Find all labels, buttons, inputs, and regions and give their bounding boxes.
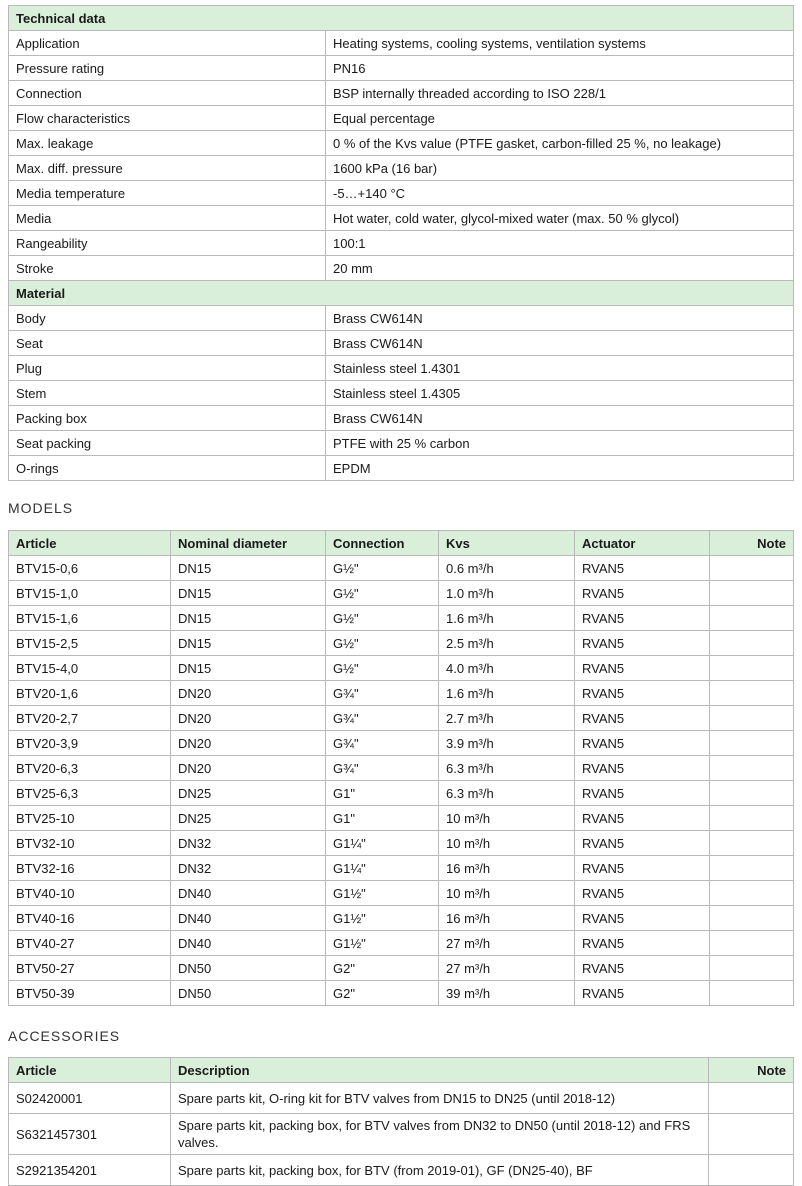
- models-cell: RVAN5: [575, 956, 710, 981]
- technical-property: Connection: [9, 81, 326, 106]
- models-cell: G½": [326, 581, 439, 606]
- models-cell: 1.6 m³/h: [439, 606, 575, 631]
- material-row: [9, 381, 794, 406]
- models-table: [8, 530, 794, 1006]
- accessories-cell: [709, 1114, 794, 1155]
- models-header-cell: Article: [9, 531, 171, 556]
- models-header-cell: Note: [710, 531, 794, 556]
- models-cell: DN15: [171, 606, 326, 631]
- models-cell: RVAN5: [575, 981, 710, 1006]
- models-cell: BTV15-1,6: [9, 606, 171, 631]
- technical-row: [9, 181, 794, 206]
- material-value: PTFE with 25 % carbon: [326, 431, 794, 456]
- models-cell: DN15: [171, 581, 326, 606]
- models-cell: [710, 906, 794, 931]
- material-value: Stainless steel 1.4305: [326, 381, 794, 406]
- models-cell: [710, 631, 794, 656]
- material-row: [9, 306, 794, 331]
- technical-property: Application: [9, 31, 326, 56]
- models-cell: G¾": [326, 731, 439, 756]
- accessories-cell: Spare parts kit, packing box, for BTV valves from DN32 to DN50 (until 2018-12) and FRS valves.: [171, 1114, 709, 1155]
- models-cell: RVAN5: [575, 781, 710, 806]
- models-cell: BTV32-16: [9, 856, 171, 881]
- technical-value: Equal percentage: [326, 106, 794, 131]
- models-cell: BTV50-39: [9, 981, 171, 1006]
- models-cell: G½": [326, 656, 439, 681]
- technical-property: Stroke: [9, 256, 326, 281]
- models-cell: [710, 731, 794, 756]
- models-cell: G¾": [326, 706, 439, 731]
- material-row: [9, 431, 794, 456]
- accessories-cell: S02420001: [9, 1083, 171, 1114]
- models-cell: DN20: [171, 731, 326, 756]
- models-cell: DN20: [171, 706, 326, 731]
- material-property: Seat: [9, 331, 326, 356]
- models-cell: [710, 556, 794, 581]
- models-cell: BTV15-0,6: [9, 556, 171, 581]
- models-cell: 2.7 m³/h: [439, 706, 575, 731]
- technical-value: 20 mm: [326, 256, 794, 281]
- models-header-cell: Kvs: [439, 531, 575, 556]
- technical-row: [9, 256, 794, 281]
- models-cell: DN15: [171, 631, 326, 656]
- accessories-table: [8, 1057, 794, 1186]
- accessories-cell: Spare parts kit, O-ring kit for BTV valves from DN15 to DN25 (until 2018-12): [171, 1083, 709, 1114]
- models-cell: BTV20-1,6: [9, 681, 171, 706]
- models-cell: DN32: [171, 856, 326, 881]
- accessories-cell: S6321457301: [9, 1114, 171, 1155]
- material-value: Brass CW614N: [326, 406, 794, 431]
- table-row: [9, 906, 794, 931]
- material-value: Brass CW614N: [326, 306, 794, 331]
- models-cell: [710, 881, 794, 906]
- models-cell: BTV20-2,7: [9, 706, 171, 731]
- technical-property: Rangeability: [9, 231, 326, 256]
- models-cell: [710, 756, 794, 781]
- material-row: [9, 331, 794, 356]
- technical-row: [9, 156, 794, 181]
- table-row: [9, 806, 794, 831]
- material-property: Body: [9, 306, 326, 331]
- table-row: [9, 856, 794, 881]
- models-cell: BTV15-1,0: [9, 581, 171, 606]
- models-cell: 39 m³/h: [439, 981, 575, 1006]
- models-cell: RVAN5: [575, 931, 710, 956]
- models-cell: [710, 656, 794, 681]
- table-row: [9, 731, 794, 756]
- accessories-header-cell: Article: [9, 1058, 171, 1083]
- material-property: Seat packing: [9, 431, 326, 456]
- models-cell: RVAN5: [575, 706, 710, 731]
- material-value: EPDM: [326, 456, 794, 481]
- technical-data-header-label: Technical data: [9, 6, 794, 31]
- models-cell: BTV32-10: [9, 831, 171, 856]
- models-cell: DN32: [171, 831, 326, 856]
- models-cell: RVAN5: [575, 681, 710, 706]
- models-cell: [710, 606, 794, 631]
- accessories-header-cell: Note: [709, 1058, 794, 1083]
- technical-row: [9, 106, 794, 131]
- models-cell: 27 m³/h: [439, 931, 575, 956]
- accessories-title: ACCESSORIES: [8, 1028, 121, 1044]
- technical-property: Media: [9, 206, 326, 231]
- models-cell: DN25: [171, 806, 326, 831]
- accessories-cell: S2921354201: [9, 1155, 171, 1186]
- models-cell: DN50: [171, 981, 326, 1006]
- table-row: [9, 631, 794, 656]
- models-cell: G1½": [326, 881, 439, 906]
- models-cell: 1.6 m³/h: [439, 681, 575, 706]
- technical-value: 100:1: [326, 231, 794, 256]
- table-row: [9, 881, 794, 906]
- models-cell: [710, 581, 794, 606]
- models-cell: [710, 931, 794, 956]
- models-cell: DN15: [171, 556, 326, 581]
- table-row: [9, 781, 794, 806]
- technical-row: [9, 206, 794, 231]
- table-row: [9, 656, 794, 681]
- models-cell: BTV15-4,0: [9, 656, 171, 681]
- models-cell: RVAN5: [575, 756, 710, 781]
- models-cell: DN20: [171, 681, 326, 706]
- models-cell: [710, 956, 794, 981]
- material-row: [9, 356, 794, 381]
- accessories-header-cell: Description: [171, 1058, 709, 1083]
- models-cell: RVAN5: [575, 581, 710, 606]
- models-cell: 0.6 m³/h: [439, 556, 575, 581]
- models-cell: BTV20-6,3: [9, 756, 171, 781]
- models-cell: G¾": [326, 681, 439, 706]
- models-header-cell: Connection: [326, 531, 439, 556]
- models-cell: RVAN5: [575, 656, 710, 681]
- material-property: O-rings: [9, 456, 326, 481]
- accessories-cell: [709, 1155, 794, 1186]
- models-cell: DN40: [171, 931, 326, 956]
- models-cell: 6.3 m³/h: [439, 756, 575, 781]
- material-property: Packing box: [9, 406, 326, 431]
- table-row: [9, 756, 794, 781]
- models-cell: G½": [326, 631, 439, 656]
- technical-row: [9, 31, 794, 56]
- models-cell: RVAN5: [575, 631, 710, 656]
- table-row: [9, 956, 794, 981]
- models-header-cell: Nominal diameter: [171, 531, 326, 556]
- models-cell: DN20: [171, 756, 326, 781]
- technical-data-table: [8, 5, 794, 481]
- table-row: [9, 606, 794, 631]
- table-row: [9, 931, 794, 956]
- models-cell: BTV40-27: [9, 931, 171, 956]
- technical-row: [9, 231, 794, 256]
- models-cell: [710, 831, 794, 856]
- models-cell: BTV50-27: [9, 956, 171, 981]
- models-cell: G1½": [326, 906, 439, 931]
- technical-property: Max. leakage: [9, 131, 326, 156]
- models-cell: 6.3 m³/h: [439, 781, 575, 806]
- models-cell: RVAN5: [575, 556, 710, 581]
- models-cell: 10 m³/h: [439, 806, 575, 831]
- models-cell: RVAN5: [575, 906, 710, 931]
- models-cell: G¾": [326, 756, 439, 781]
- models-cell: [710, 806, 794, 831]
- models-cell: 10 m³/h: [439, 831, 575, 856]
- models-cell: 10 m³/h: [439, 881, 575, 906]
- technical-row: [9, 81, 794, 106]
- models-cell: 16 m³/h: [439, 856, 575, 881]
- models-cell: 1.0 m³/h: [439, 581, 575, 606]
- models-cell: G1": [326, 781, 439, 806]
- technical-value: Hot water, cold water, glycol-mixed water (max. 50 % glycol): [326, 206, 794, 231]
- models-cell: BTV25-10: [9, 806, 171, 831]
- table-row: [9, 681, 794, 706]
- material-value: Stainless steel 1.4301: [326, 356, 794, 381]
- table-row: [9, 1155, 794, 1186]
- table-row: [9, 706, 794, 731]
- technical-property: Max. diff. pressure: [9, 156, 326, 181]
- technical-value: PN16: [326, 56, 794, 81]
- technical-value: 0 % of the Kvs value (PTFE gasket, carbon-filled 25 %, no leakage): [326, 131, 794, 156]
- models-header-cell: Actuator: [575, 531, 710, 556]
- models-cell: RVAN5: [575, 856, 710, 881]
- models-cell: G1": [326, 806, 439, 831]
- technical-value: 1600 kPa (16 bar): [326, 156, 794, 181]
- technical-property: Media temperature: [9, 181, 326, 206]
- models-cell: BTV15-2,5: [9, 631, 171, 656]
- models-cell: G½": [326, 556, 439, 581]
- models-cell: G2": [326, 956, 439, 981]
- models-cell: BTV40-16: [9, 906, 171, 931]
- models-cell: DN50: [171, 956, 326, 981]
- material-property: Stem: [9, 381, 326, 406]
- models-cell: DN15: [171, 656, 326, 681]
- models-cell: G1¼": [326, 831, 439, 856]
- models-cell: DN40: [171, 906, 326, 931]
- technical-row: [9, 131, 794, 156]
- material-row: [9, 406, 794, 431]
- models-cell: 27 m³/h: [439, 956, 575, 981]
- models-cell: 2.5 m³/h: [439, 631, 575, 656]
- models-cell: BTV20-3,9: [9, 731, 171, 756]
- table-row: [9, 581, 794, 606]
- models-title: MODELS: [8, 500, 74, 516]
- table-row: [9, 831, 794, 856]
- accessories-cell: Spare parts kit, packing box, for BTV (from 2019-01), GF (DN25-40), BF: [171, 1155, 709, 1186]
- models-cell: 4.0 m³/h: [439, 656, 575, 681]
- models-cell: RVAN5: [575, 881, 710, 906]
- material-header-label: Material: [9, 281, 794, 306]
- technical-property: Pressure rating: [9, 56, 326, 81]
- models-cell: [710, 781, 794, 806]
- models-cell: DN40: [171, 881, 326, 906]
- table-row: [9, 1083, 794, 1114]
- models-cell: [710, 706, 794, 731]
- technical-row: [9, 56, 794, 81]
- accessories-cell: [709, 1083, 794, 1114]
- models-cell: [710, 681, 794, 706]
- models-cell: RVAN5: [575, 831, 710, 856]
- technical-value: -5…+140 °C: [326, 181, 794, 206]
- technical-data-header: [9, 6, 794, 31]
- table-row: [9, 981, 794, 1006]
- models-cell: G2": [326, 981, 439, 1006]
- models-cell: [710, 856, 794, 881]
- models-cell: RVAN5: [575, 606, 710, 631]
- models-cell: G½": [326, 606, 439, 631]
- table-row: [9, 556, 794, 581]
- models-cell: 16 m³/h: [439, 906, 575, 931]
- technical-value: BSP internally threaded according to ISO 228/1: [326, 81, 794, 106]
- models-cell: RVAN5: [575, 806, 710, 831]
- material-value: Brass CW614N: [326, 331, 794, 356]
- models-cell: G1¼": [326, 856, 439, 881]
- models-cell: RVAN5: [575, 731, 710, 756]
- technical-value: Heating systems, cooling systems, ventilation systems: [326, 31, 794, 56]
- models-cell: 3.9 m³/h: [439, 731, 575, 756]
- models-cell: BTV40-10: [9, 881, 171, 906]
- models-cell: DN25: [171, 781, 326, 806]
- material-row: [9, 456, 794, 481]
- material-property: Plug: [9, 356, 326, 381]
- table-row: [9, 1114, 794, 1155]
- models-cell: BTV25-6,3: [9, 781, 171, 806]
- technical-property: Flow characteristics: [9, 106, 326, 131]
- material-header: [9, 281, 794, 306]
- models-cell: G1½": [326, 931, 439, 956]
- models-cell: [710, 981, 794, 1006]
